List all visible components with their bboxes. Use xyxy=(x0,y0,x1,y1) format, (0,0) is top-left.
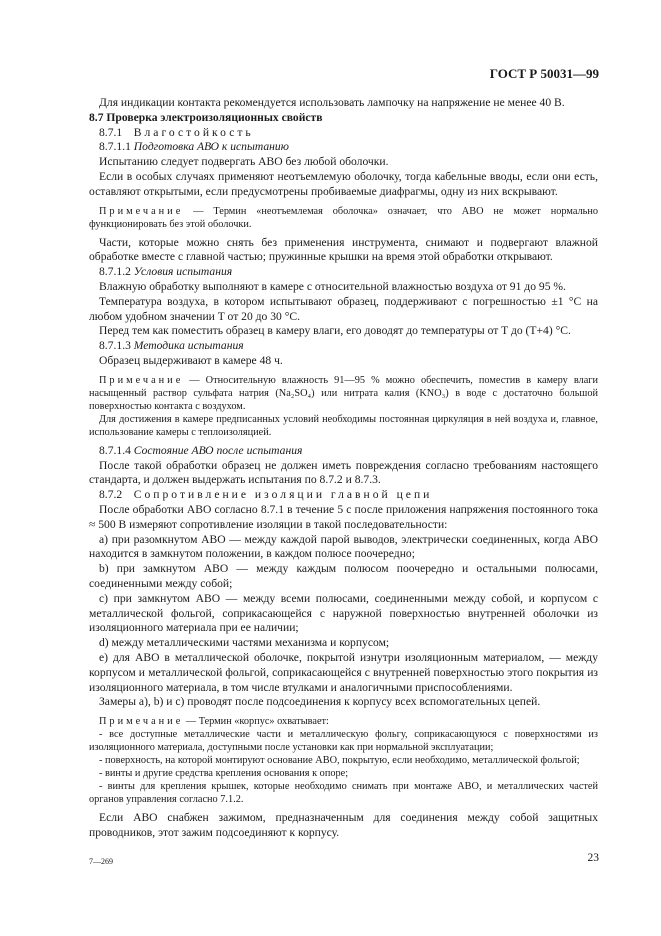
print-code: 7—269 xyxy=(89,857,113,866)
paragraph: После такой обработки образец не должен иметь повреждения согласно требованиям настоящего стандарта, и должен выдержать испытания по 8.7.2 и 8.7.3. xyxy=(89,458,598,487)
list-item: b) при замкнутом АВО — между каждым полюсом поочередно и остальными полюсами, соединенными между собой; xyxy=(89,562,598,590)
note-item: - винты и другие средства крепления основания к опоре; xyxy=(99,768,349,780)
subsection-heading: 8.7.1.3 Методика испытания xyxy=(99,339,244,353)
list-item: а) при разомкнутом АВО — между каждой парой выводов, электрически соединенных, когда АВО находится в замкнутом положении, в каждом полюсе поочередно; xyxy=(89,532,598,561)
list-item: d) между металлическими частями механизма и корпусом; xyxy=(99,636,390,650)
subsection-heading: 8.7.1.1 Подготовка АВО к испытанию xyxy=(99,140,289,154)
page-content xyxy=(89,96,598,841)
note: Примечание — Относительную влажность 91—95 % можно обеспечить, поместив в камеру влаги насыщенный раствор сульфата натрия (Na₂SO₄) или нитрата калия (KNO₃) в воде с достаточно большой поверхностью контакта с воздухом. xyxy=(89,374,598,412)
paragraph: Испытанию следует подвергать АВО без любой оболочки. xyxy=(99,155,389,169)
subsection-heading: 8.7.2 Сопротивление изоляции главной цепи xyxy=(99,488,433,502)
document-header: ГОСТ Р 50031—99 xyxy=(489,66,599,81)
paragraph: Температура воздуха, в котором испытывают образец, поддерживают с погрешностью ±1 °С на любом удобном значении T от 20 до 30 °С. xyxy=(89,294,598,323)
paragraph: Части, которые можно снять без применения инструмента, снимают и подвергают влажной обработке вместе с главной частью; пружинные крышки на время этой обработки открывают. xyxy=(89,235,598,264)
note: Примечание — Термин «неотъемлемая оболочка» означает, что АВО не может нормально функционировать без этой оболочки. xyxy=(89,205,598,230)
subsection-heading: 8.7.1 Влагостойкость xyxy=(99,125,254,139)
paragraph: Для индикации контакта рекомендуется использовать лампочку на напряжение не менее 40 В. xyxy=(99,96,565,109)
paragraph: Если в особых случаях применяют неотъемлемую оболочку, тогда кабельные вводы, если они есть, оставляют открытыми, если предусмотрены пробиваемые диафрагмы, одну из них вскрывают. xyxy=(89,169,598,198)
note: Примечание — Термин «корпус» охватывает: xyxy=(99,716,329,728)
paragraph: Если АВО снабжен зажимом, предназначенным для соединения между собой защитных проводников, этот зажим подсоединяют к корпусу. xyxy=(89,811,598,839)
section-title: 8.7 Проверка электроизоляционных свойств xyxy=(89,110,323,124)
note-continuation: Для достижения в камере предписанных условий необходимы постоянная циркуляция в ней воздуха и, главное, использование камеры с теплоизоляцией. xyxy=(89,413,598,438)
subsection-heading: 8.7.1.4 Состояние АВО после испытания xyxy=(99,443,303,457)
list-item: с) при замкнутом АВО — между всеми полюсами, соединенными между собой, и корпусом с металлической фольгой, соприкасающейся с наружной поверхностью внутренней оболочки из изоляционного материала при ее наличии; xyxy=(89,591,598,635)
list-item: е) для АВО в металлической оболочке, покрытой изнутри изоляционным материалом, — между корпусом и металлической фольгой, соприкасающейся с внутренней поверхностью этого покрытия из изоляционного материала, в том числе втулками и аналогичными приспособлениями. xyxy=(89,650,598,694)
note-item: - поверхность, на которой монтируют основание АВО, покрытую, если необходимо, металлической фольгой; xyxy=(99,755,580,767)
paragraph: Влажную обработку выполняют в камере с относительной влажностью воздуха от 91 до 95 %. xyxy=(99,279,566,293)
paragraph: После обработки АВО согласно 8.7.1 в течение 5 с после приложения напряжения постоянного тока ≈ 500 В измеряют сопротивление изоляции в такой последовательности: xyxy=(89,502,598,531)
paragraph: Образец выдерживают в камере 48 ч. xyxy=(99,353,283,367)
page-number: 23 xyxy=(587,852,599,864)
paragraph: Перед тем как поместить образец в камеру влаги, его доводят до температуры от T до (T+4) °С. xyxy=(99,324,571,338)
paragraph: Замеры а), b) и с) проводят после подсоединения к корпусу всех вспомогательных цепей. xyxy=(99,695,541,709)
note-item: - винты для крепления крышек, которые необходимо снимать при монтаже АВО, и металлических частей органов управления согласно 7.1.2. xyxy=(89,781,598,806)
subsection-heading: 8.7.1.2 Условия испытания xyxy=(99,265,233,279)
note-item: - все доступные металлические части и металлическую фольгу, соприкасающуюся с поверхностями из изоляционного материала, доступными после установки как при нормальной эксплуатации; xyxy=(89,729,598,754)
